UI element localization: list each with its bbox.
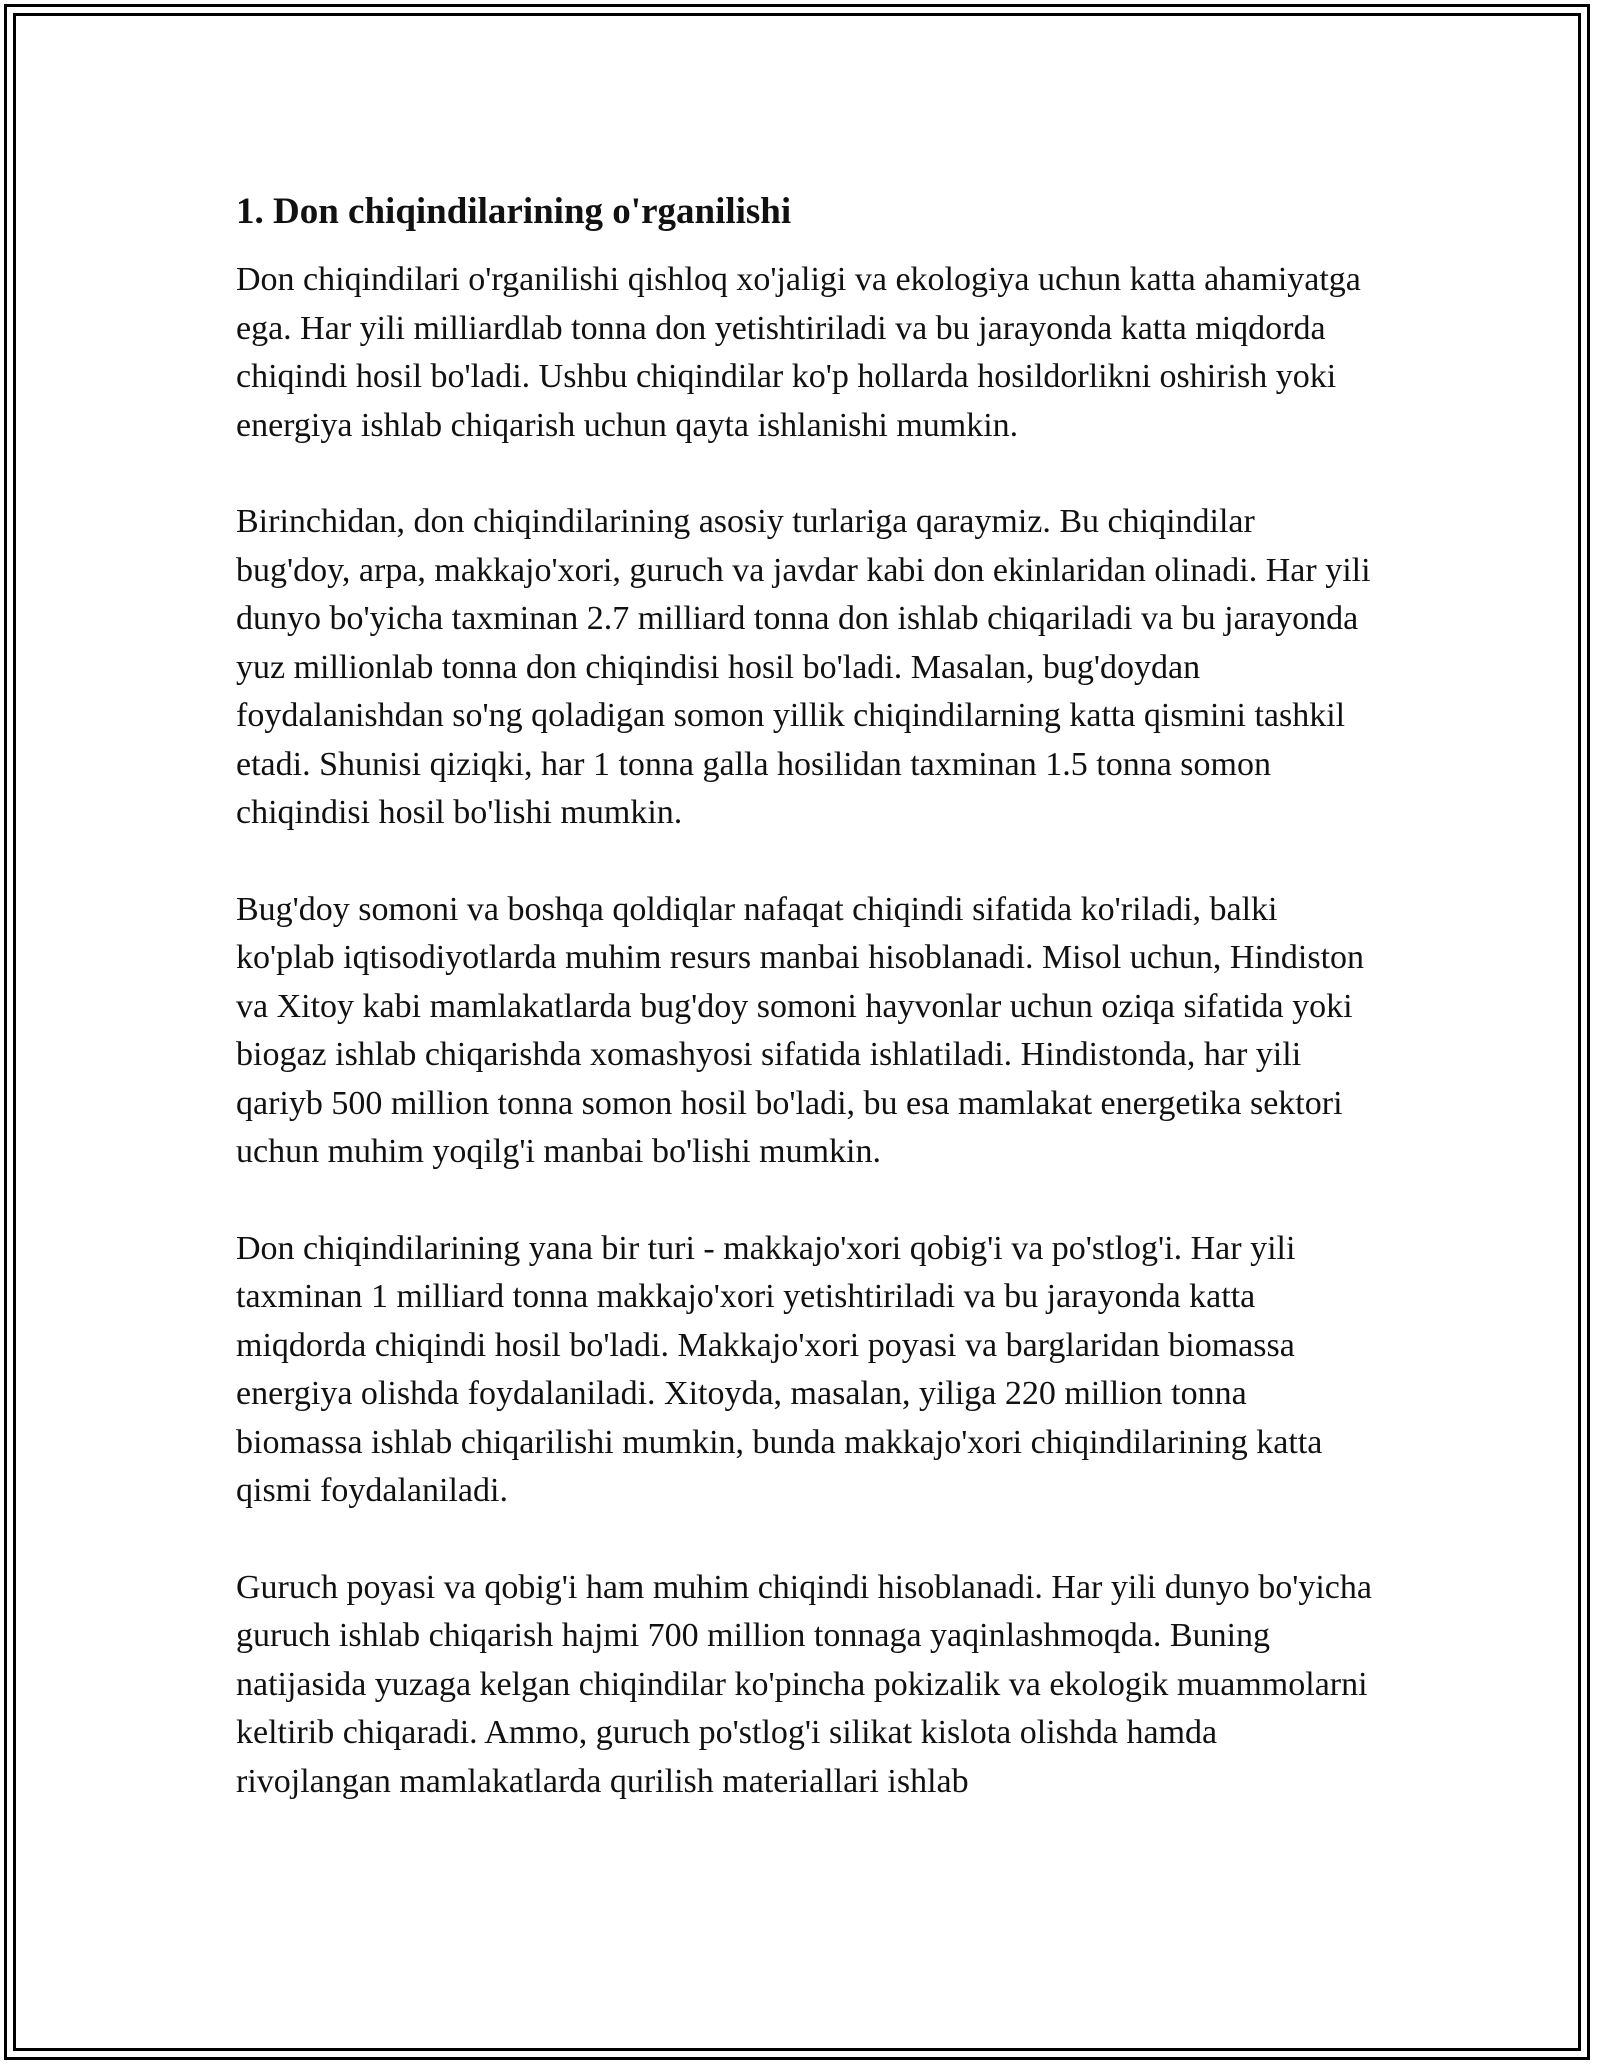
- paragraph-3: Bug'doy somoni va boshqa qoldiqlar nafaqat chiqindi sifatida ko'riladi, balki ko'plab iqtisodiyotlarda muhim resurs manbai hisoblanadi. Misol uchun, Hindiston va Xitoy kabi mamlakatlarda bug'doy somoni hayvonlar uchun oziqa sifatida yoki biogaz ishlab chiqarishda xomashyosi sifatida ishlatiladi. Hindistonda, har yili qariyb 500 million tonna somon hosil bo'ladi, bu esa mamlakat energetika sektori uchun muhim yoqilg'i manbai bo'lishi mumkin.: [236, 890, 1365, 1170]
- paragraph-1: Don chiqindilari o'rganilishi qishloq xo'jaligi va ekologiya uchun katta ahamiyatga ega. Har yili milliardlab tonna don yetishtiriladi va bu jarayonda katta miqdorda chiqindi hosil bo'ladi. Ushbu chiqindilar ko'p hollarda hosildorlikni oshirish yoki energiya ishlab chiqarish uchun qayta ishlanishi mumkin.: [236, 261, 1361, 444]
- paragraph-5: Guruch poyasi va qobig'i ham muhim chiqindi hisoblanadi. Har yili dunyo bo'yicha guruch ishlab chiqarish hajmi 700 million tonnaga yaqinlashmoqda. Buning natijasida yuzaga kelgan chiqindilar ko'pincha pokizalik va ekologik muammolarni keltirib chiqaradi. Ammo, guruch po'stlog'i silikat kislota olishda hamda rivojlangan mamlakatlarda qurilish materiallari ishlab: [236, 1568, 1372, 1800]
- document-body: [236, 188, 1376, 1854]
- paragraph-4: Don chiqindilarining yana bir turi - makkajo'xori qobig'i va po'stlog'i. Har yili taxminan 1 milliard tonna makkajo'xori yetishtiriladi va bu jarayonda katta miqdorda chiqindi hosil bo'ladi. Makkajo'xori poyasi va barglaridan biomassa energiya olishda foydalaniladi. Xitoyda, masalan, yiliga 220 million tonna biomassa ishlab chiqarilishi mumkin, bunda makkajo'xori chiqindilarining katta qismi foydalaniladi.: [236, 1229, 1323, 1509]
- paragraph-2: Birinchidan, don chiqindilarining asosiy turlariga qaraymiz. Bu chiqindilar bug'doy, arpa, makkajo'xori, guruch va javdar kabi don ekinlaridan olinadi. Har yili dunyo bo'yicha taxminan 2.7 milliard tonna don ishlab chiqariladi va bu jarayonda yuz millionlab tonna don chiqindisi hosil bo'ladi. Masalan, bug'doydan foydalanishdan so'ng qoladigan somon yillik chiqindilarning katta qismini tashkil etadi. Shunisi qiziqki, har 1 tonna galla hosilidan taxminan 1.5 tonna somon chiqindisi hosil bo'lishi mumkin.: [236, 503, 1371, 831]
- section-heading: 1. Don chiqindilarining o'rganilishi: [236, 191, 792, 232]
